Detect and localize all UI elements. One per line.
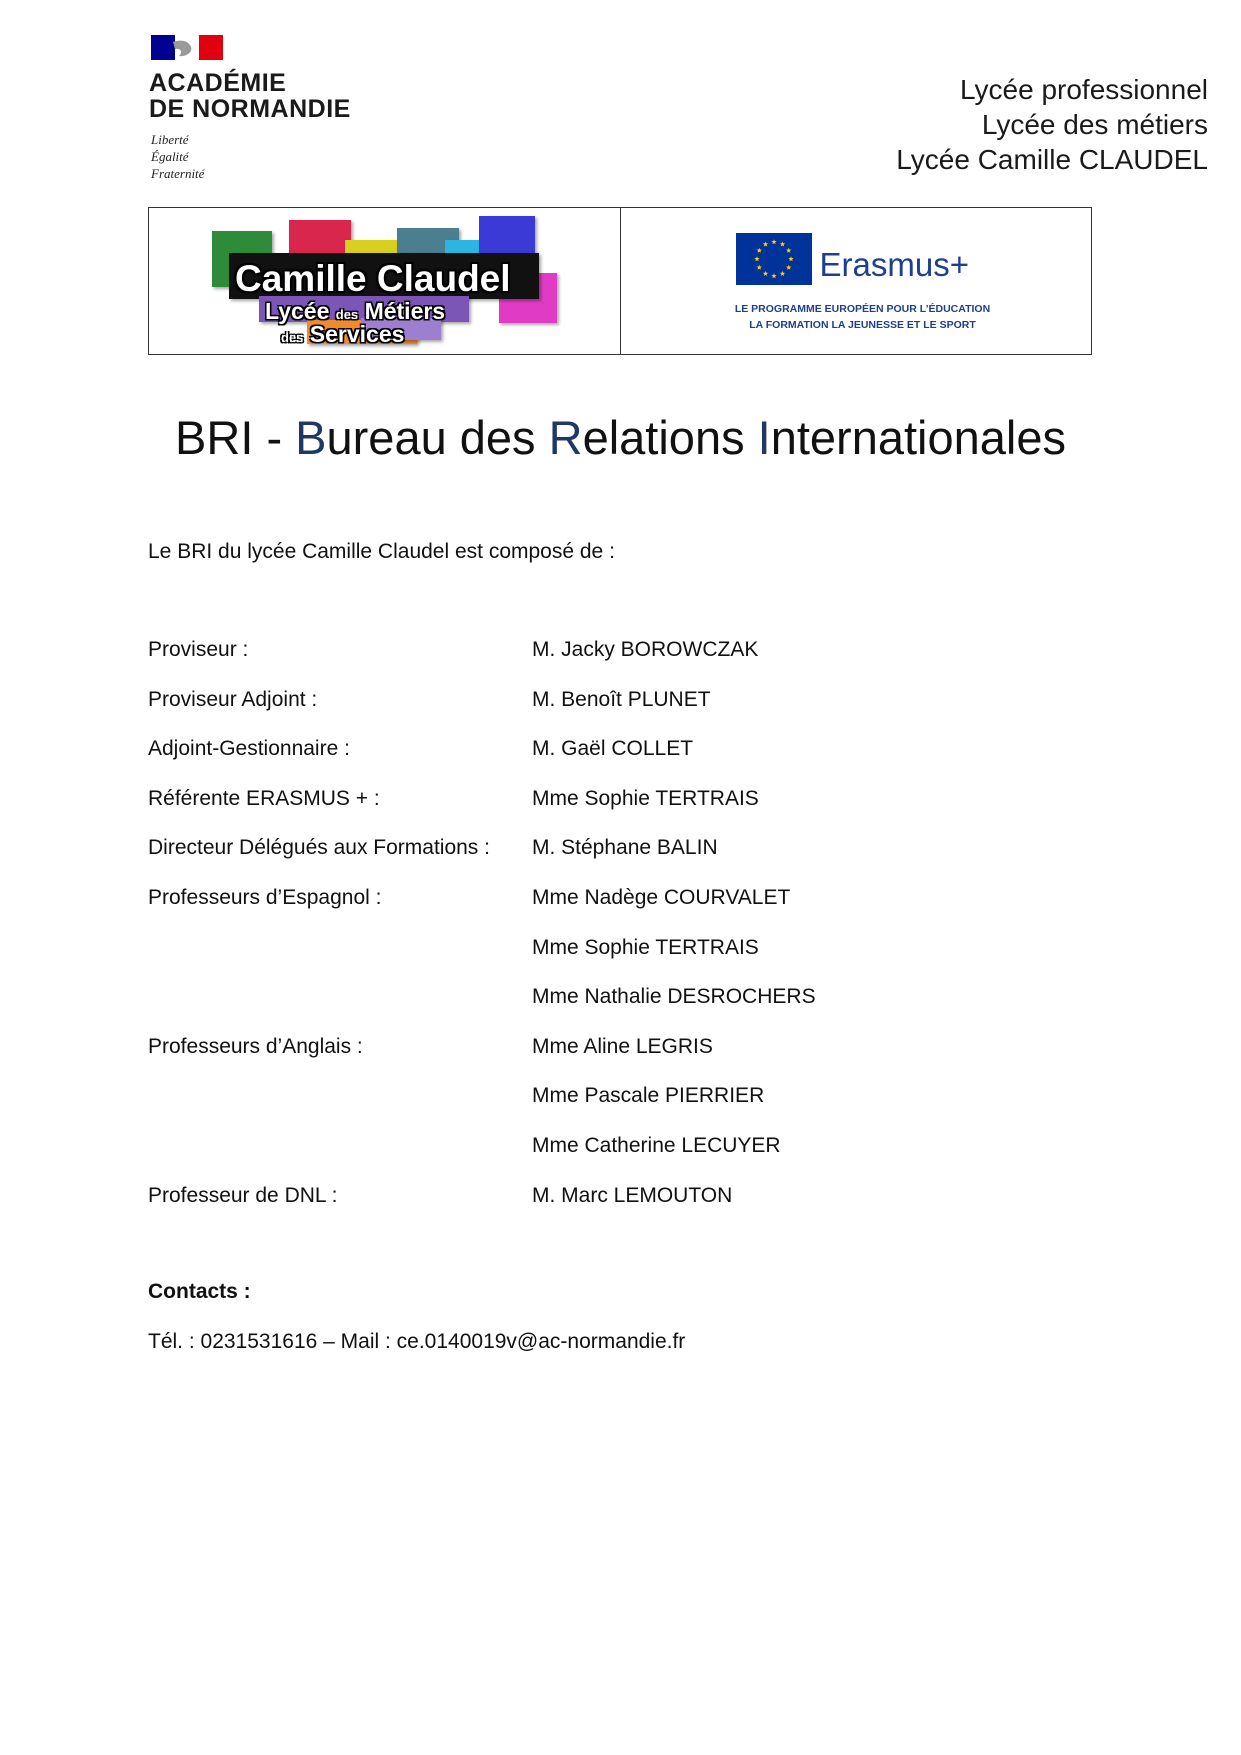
roster-person: Mme Nadège COURVALET	[532, 885, 791, 909]
roster-row	[148, 688, 1048, 738]
roster-person: Mme Pascale PIERRIER	[532, 1084, 765, 1108]
devise-liberte: Liberté	[151, 132, 189, 147]
roster-person: M. Benoît PLUNET	[532, 687, 711, 711]
erasmus-tagline-1: LE PROGRAMME EUROPÉEN POUR L’ÉDUCATION	[734, 303, 991, 315]
erasmus-tagline	[733, 301, 993, 333]
lycee-line-2: Lycée des métiers	[981, 109, 1208, 140]
roster-role	[148, 985, 532, 1035]
roster-row	[148, 1184, 1048, 1234]
page-title	[0, 410, 1241, 465]
roster-role	[148, 936, 532, 986]
cc-des-2: des	[281, 330, 304, 345]
roster-role: Directeur Délégués aux Formations :	[148, 836, 490, 860]
roster-person: M. Stéphane BALIN	[532, 836, 718, 860]
roster-person: Mme Catherine LECUYER	[532, 1133, 781, 1157]
roster-role: Proviseur :	[148, 638, 249, 661]
roster-row	[148, 737, 1048, 787]
roster-role: Proviseur Adjoint :	[148, 687, 318, 711]
title-letter-r: R	[548, 411, 583, 464]
devise-egalite: Égalité	[151, 149, 189, 164]
roster-person: Mme Sophie TERTRAIS	[532, 786, 759, 810]
erasmus-tagline-2: LA FORMATION LA JEUNESSE ET LE SPORT	[749, 319, 976, 331]
logo-box	[148, 207, 1092, 355]
erasmus-wordmark: Erasmus+	[819, 246, 969, 283]
title-letter-i: I	[757, 411, 771, 464]
roster-person: Mme Aline LEGRIS	[532, 1034, 713, 1058]
cc-des-1: des	[335, 307, 359, 322]
roster-row	[148, 1134, 1048, 1184]
roster-row	[148, 836, 1048, 886]
roster-row	[148, 936, 1048, 986]
cc-metiers: Métiers	[364, 298, 446, 324]
roster-row	[148, 1035, 1048, 1085]
intro-text: Le BRI du lycée Camille Claudel est composé de :	[148, 540, 615, 563]
title-ureau: ureau des	[326, 411, 549, 464]
title-elations: elations	[582, 411, 758, 464]
roster-role: Adjoint-Gestionnaire :	[148, 737, 350, 761]
roster-row	[148, 886, 1048, 936]
roster-row	[148, 787, 1048, 837]
lycee-line-3: Lycée Camille CLAUDEL	[896, 144, 1208, 175]
academie-name	[149, 70, 351, 122]
marianne-logo	[151, 35, 223, 60]
roster-role	[148, 1084, 532, 1134]
eu-flag-icon	[736, 233, 812, 285]
devise	[151, 131, 204, 182]
title-prefix: BRI -	[175, 411, 296, 464]
roster-person: M. Marc LEMOUTON	[532, 1183, 733, 1207]
roster-role	[148, 1134, 532, 1184]
cc-services: Services	[309, 321, 405, 347]
roster-row	[148, 1084, 1048, 1134]
roster-role: Professeurs d’Espagnol :	[148, 885, 382, 909]
title-nternationales: nternationales	[770, 411, 1066, 464]
roster-person: M. Jacky BOROWCZAK	[532, 638, 759, 661]
roster-person: M. Gaël COLLET	[532, 737, 694, 761]
roster-role: Professeur de DNL :	[148, 1183, 338, 1207]
roster-row	[148, 985, 1048, 1035]
devise-fraternite: Fraternité	[151, 166, 205, 181]
camille-claudel-logo	[149, 208, 620, 354]
roster-role: Référente ERASMUS + :	[148, 786, 380, 810]
academie-line1: ACADÉMIE	[149, 69, 287, 97]
roster-role: Professeurs d’Anglais :	[148, 1034, 363, 1058]
contacts-line: Tél. : 0231531616 – Mail : ce.0140019v@ac-normandie.fr	[148, 1330, 686, 1353]
des-services	[281, 321, 404, 348]
contacts-heading: Contacts :	[148, 1280, 251, 1303]
roster-person: Mme Nathalie DESROCHERS	[532, 985, 816, 1009]
camille-claudel-title: Camille Claudel	[235, 258, 511, 299]
title-letter-b: B	[295, 411, 327, 464]
lycee-line-1: Lycée professionnel	[959, 74, 1208, 105]
academie-line2: DE NORMANDIE	[149, 95, 351, 123]
roster-row	[148, 638, 1048, 688]
roster-person: Mme Sophie TERTRAIS	[532, 935, 759, 959]
roster-list	[148, 638, 1048, 1233]
lycee-header	[896, 72, 1208, 177]
cc-lycee: Lycée	[265, 298, 330, 324]
erasmus-logo	[620, 208, 1092, 354]
